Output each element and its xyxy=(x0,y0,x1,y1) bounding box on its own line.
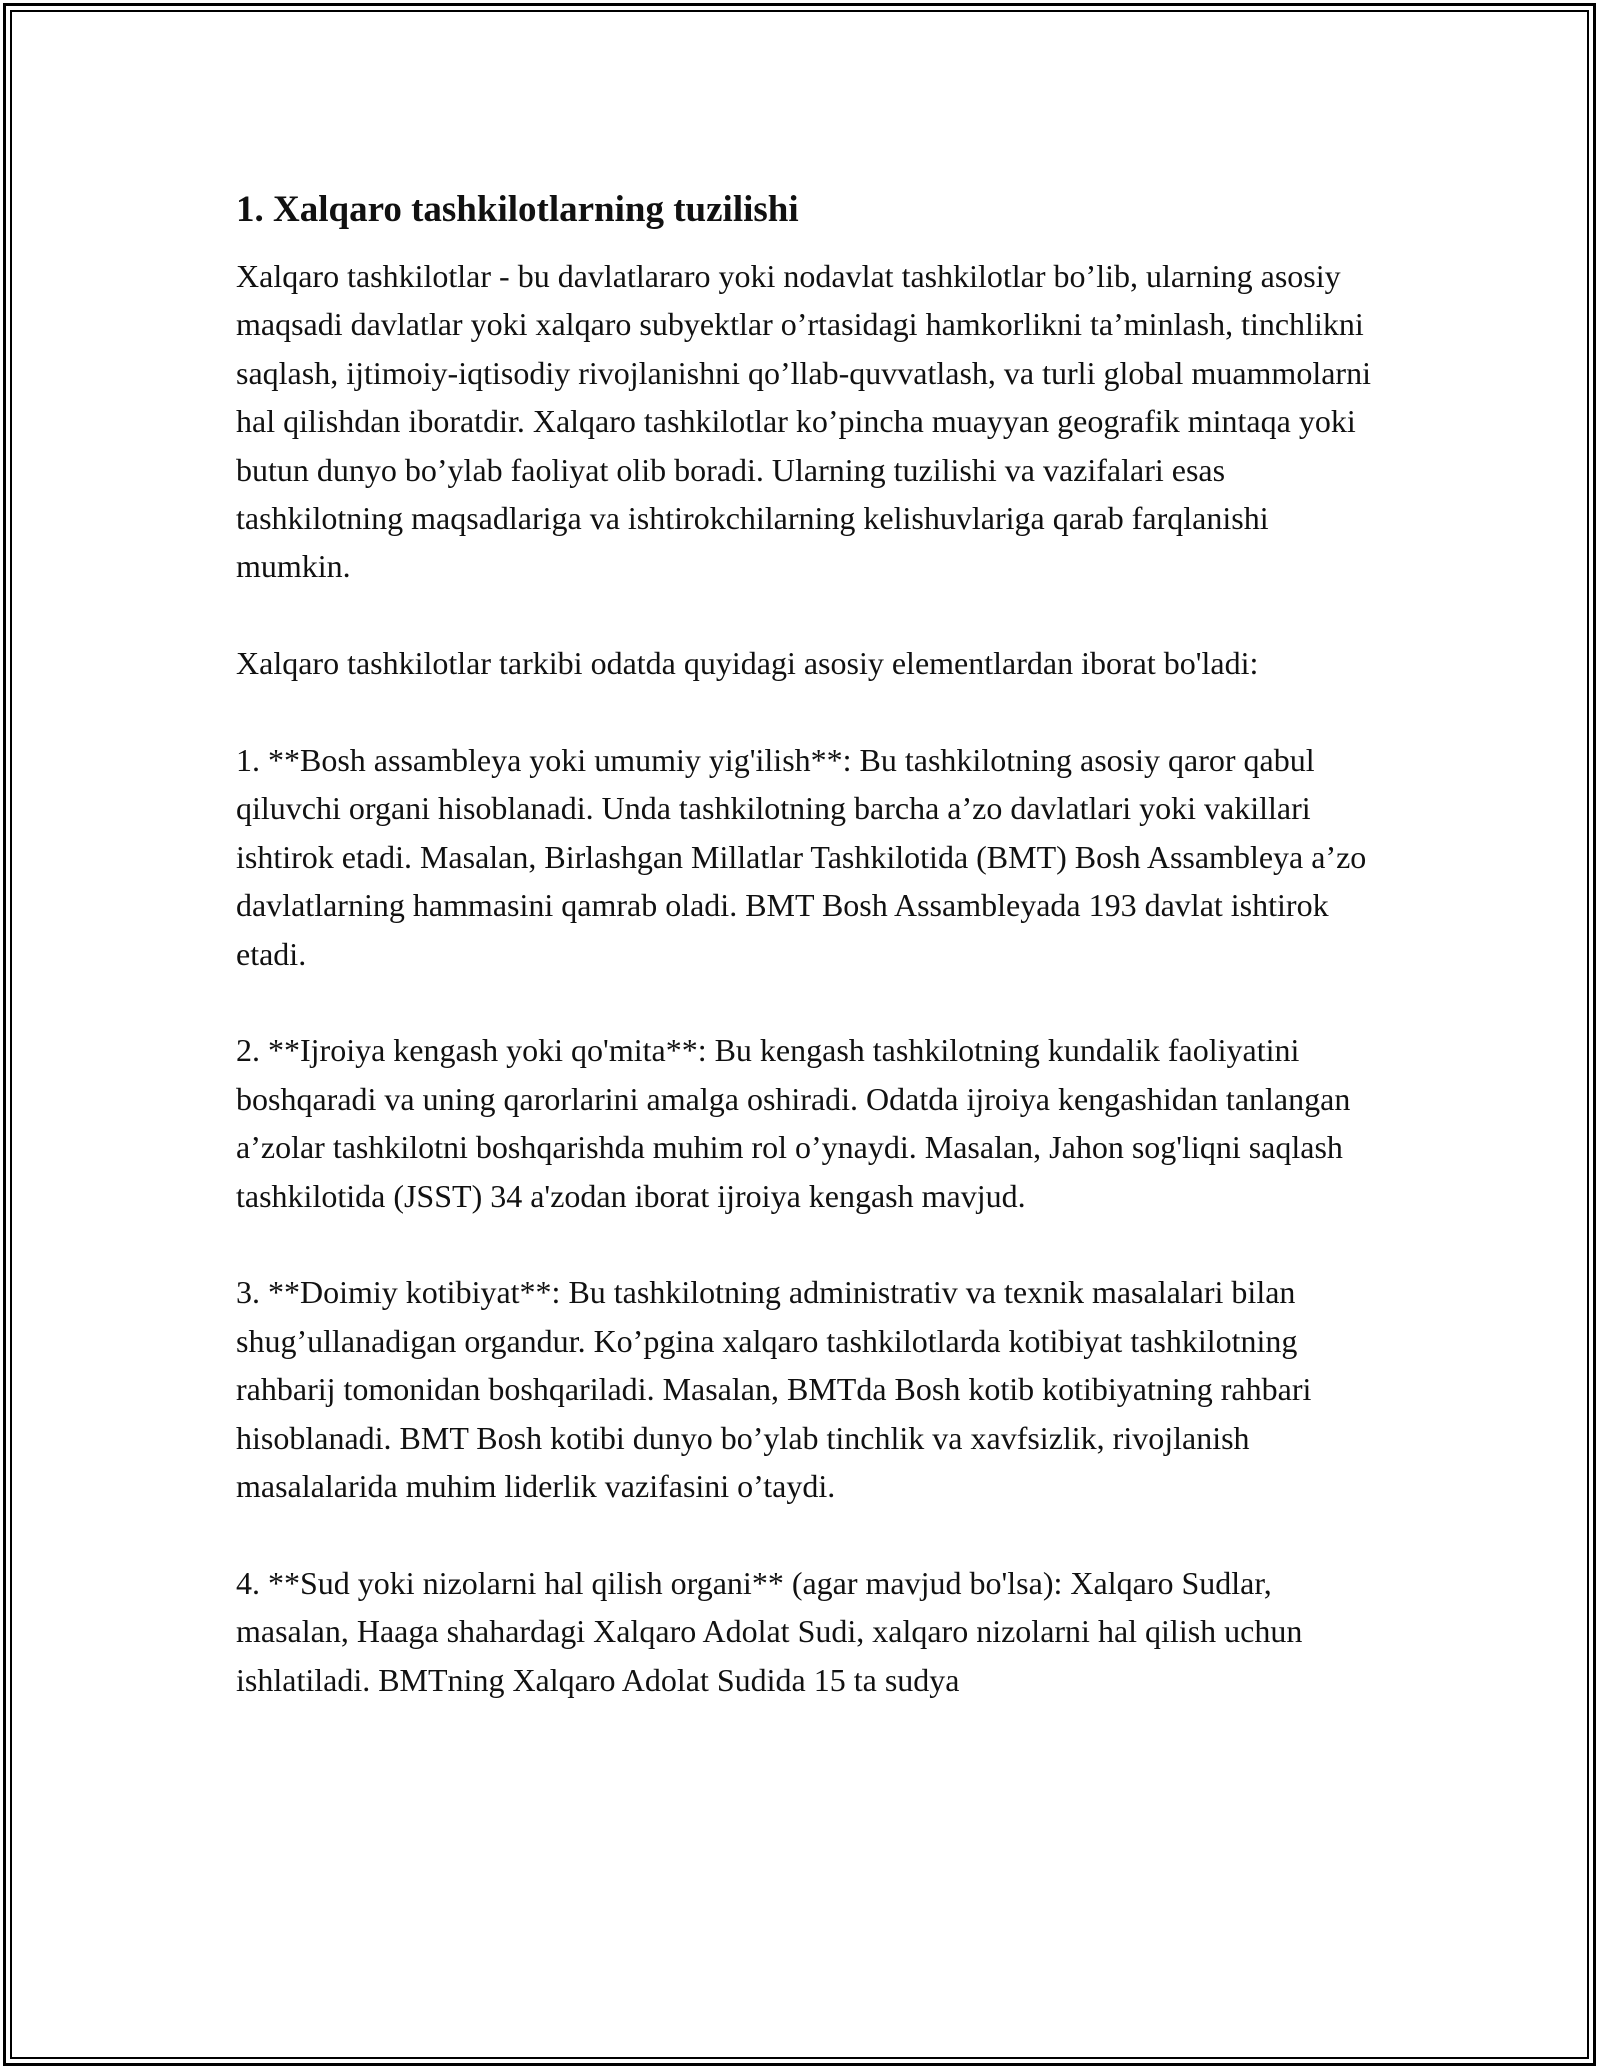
list-item-court: 4. **Sud yoki nizolarni hal qilish organi** (agar mavjud bo'lsa): Xalqaro Sudlar, masalan, Haaga shahardagi Xalqaro Adolat Sudi, xalqaro nizolarni hal qilish uchun ishlatiladi. BMTning Xalqaro Adolat Sudida 15 ta sudya xyxy=(236,1564,1303,1698)
list-item-secretariat: 3. **Doimiy kotibiyat**: Bu tashkilotning administrativ va texnik masalalari bilan shug’ullanadigan organdur. Ko’pgina xalqaro tashkilotlarda kotibiyat tashkilotning rahbarij tomonidan boshqariladi. Masalan, BMTda Bosh kotib kotibiyatning rahbari hisoblanadi. BMT Bosh kotibi dunyo bo’ylab tinchlik va xavfsizlik, rivojlanish masalalarida muhim liderlik vazifasini o’taydi. xyxy=(236,1274,1312,1505)
list-item-executive-council: 2. **Ijroiya kengash yoki qo'mita**: Bu kengash tashkilotning kundalik faoliyatini boshqaradi va uning qarorlarini amalga oshiradi. Odatda ijroiya kengashidan tanlangan a’zolar tashkilotni boshqarishda muhim rol o’ynaydi. Masalan, Jahon sog'liqni saqlash tashkilotida (JSST) 34 a'zodan iborat ijroiya kengash mavjud. xyxy=(236,1032,1351,1214)
section-heading: 1. Xalqaro tashkilotlarning tuzilishi xyxy=(236,189,799,230)
elements-lead-paragraph: Xalqaro tashkilotlar tarkibi odatda quyidagi asosiy elementlardan iborat bo'ladi: xyxy=(236,645,1259,682)
list-item-general-assembly: 1. **Bosh assambleya yoki umumiy yig'ilish**: Bu tashkilotning asosiy qaror qabul qiluvchi organi hisoblanadi. Unda tashkilotning barcha a’zo davlatlari yoki vakillari ishtirok etadi. Masalan, Birlashgan Millatlar Tashkilotida (BMT) Bosh Assambleya a’zo davlatlarning hammasini qamrab oladi. BMT Bosh Assambleyada 193 davlat ishtirok etadi. xyxy=(236,742,1367,972)
intro-paragraph: Xalqaro tashkilotlar - bu davlatlararo yoki nodavlat tashkilotlar bo’lib, ularning asosiy maqsadi davlatlar yoki xalqaro subyektlar o’rtasidagi hamkorlikni ta’minlash, tinchlikni saqlash, ijtimoiy-iqtisodiy rivojlanishni qo’llab-quvvatlash, va turli global muammolarni hal qilishdan iboratdir. Xalqaro tashkilotlar ko’pincha muayyan geografik mintaqa yoki butun dunyo bo’ylab faoliyat olib boradi. Ularning tuzilishi va vazifalari esas tashkilotning maqsadlariga va ishtirokchilarning kelishuvlariga qarab farqlanishi mumkin. xyxy=(236,258,1371,585)
document-body xyxy=(236,186,1376,1753)
